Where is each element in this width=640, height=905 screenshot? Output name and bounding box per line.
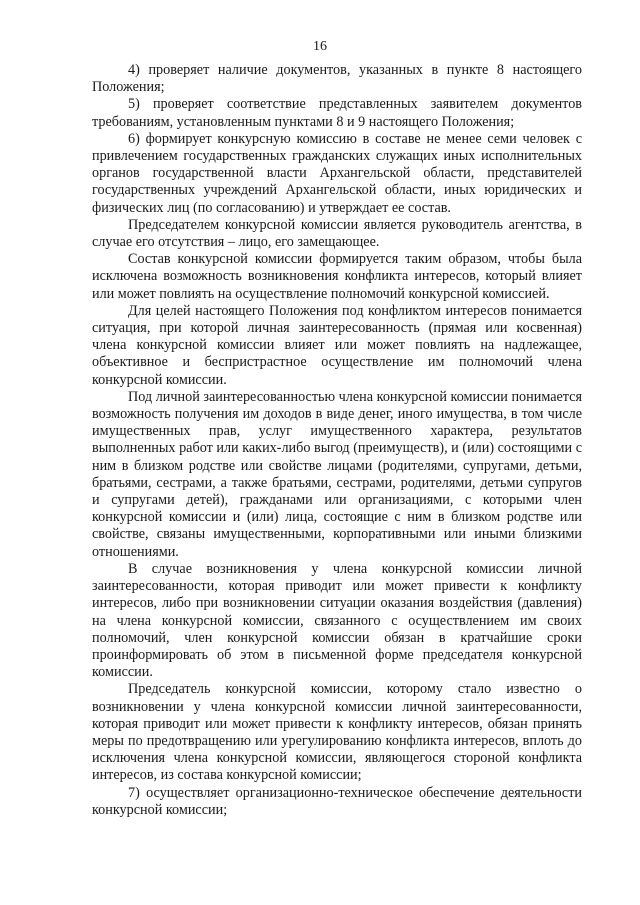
paragraph-member-duty: В случае возникновения у члена конкурсной комиссии личной заинтересованности, которая приводит или может привести к конфликту интересов, либо при возникновении ситуации оказания воздействия (давления) на члена конкурсной комиссии, связанного с осуществлением им своих полномочий, член конкурсной комиссии обязан в кратчайшие сроки проинформировать об этом в письменной форме председателя конкурсной комиссии. [92, 560, 582, 681]
paragraph-conflict-definition: Для целей настоящего Положения под конфликтом интересов понимается ситуация, при которой личная заинтересованность (прямая или косвенная) члена конкурсной комиссии влияет или может повлиять на надлежащее, объективное и беспристрастное осуществление им полномочий члена конкурсной комиссии. [92, 302, 582, 388]
paragraph-item-7: 7) осуществляет организационно-техническое обеспечение деятельности конкурсной комиссии; [92, 784, 582, 818]
document-body [92, 62, 582, 819]
paragraph-personal-interest: Под личной заинтересованностью члена конкурсной комиссии понимается возможность получения им доходов в виде денег, иного имущества, в том числе имущественных прав, услуг имущественного характера, результатов выполненных работ или каких-либо выгод (преимуществ), и (или) состоящими с ним в близком родстве или свойстве лицами (родителями, супругами, детьми, братьями, сестрами, а также братьями, сестрами, родителями, детьми супругов и супругами детей), гражданами или организациями, с которыми член конкурсной комиссии и (или) лица, состоящие с ним в близком родстве или свойстве, связаны имущественными, корпоративными или иными близкими отношениями. [92, 388, 582, 560]
paragraph-chair-duty: Председатель конкурсной комиссии, которому стало известно о возникновении у члена конкурсной комиссии личной заинтересованности, которая приводит или может привести к конфликту интересов, обязан принять меры по предотвращению или урегулированию конфликта интересов, вплоть до исключения члена конкурсной комиссии, являющегося стороной конфликта интересов, из состава конкурсной комиссии; [92, 681, 582, 784]
paragraph-item-5: 5) проверяет соответствие представленных заявителем документов требованиям, установленным пунктами 8 и 9 настоящего Положения; [92, 96, 582, 130]
paragraph-item-6: 6) формирует конкурсную комиссию в составе не менее семи человек с привлечением государственных гражданских служащих иных исполнительных органов государственной власти Архангельской области, представителей государственных учреждений Архангельской области, иных юридических и физических лиц (по согласованию) и утверждает ее состав. [92, 130, 582, 216]
paragraph-commission-composition: Состав конкурсной комиссии формируется таким образом, чтобы была исключена возможность возникновения конфликта интересов, который влияет или может повлиять на осуществление полномочий конкурсной комиссией. [92, 251, 582, 302]
page-number: 16 [313, 39, 327, 54]
paragraph-commission-chair: Председателем конкурсной комиссии является руководитель агентства, в случае его отсутствия – лицо, его замещающее. [92, 216, 582, 251]
paragraph-item-4: 4) проверяет наличие документов, указанных в пункте 8 настоящего Положения; [92, 62, 582, 96]
